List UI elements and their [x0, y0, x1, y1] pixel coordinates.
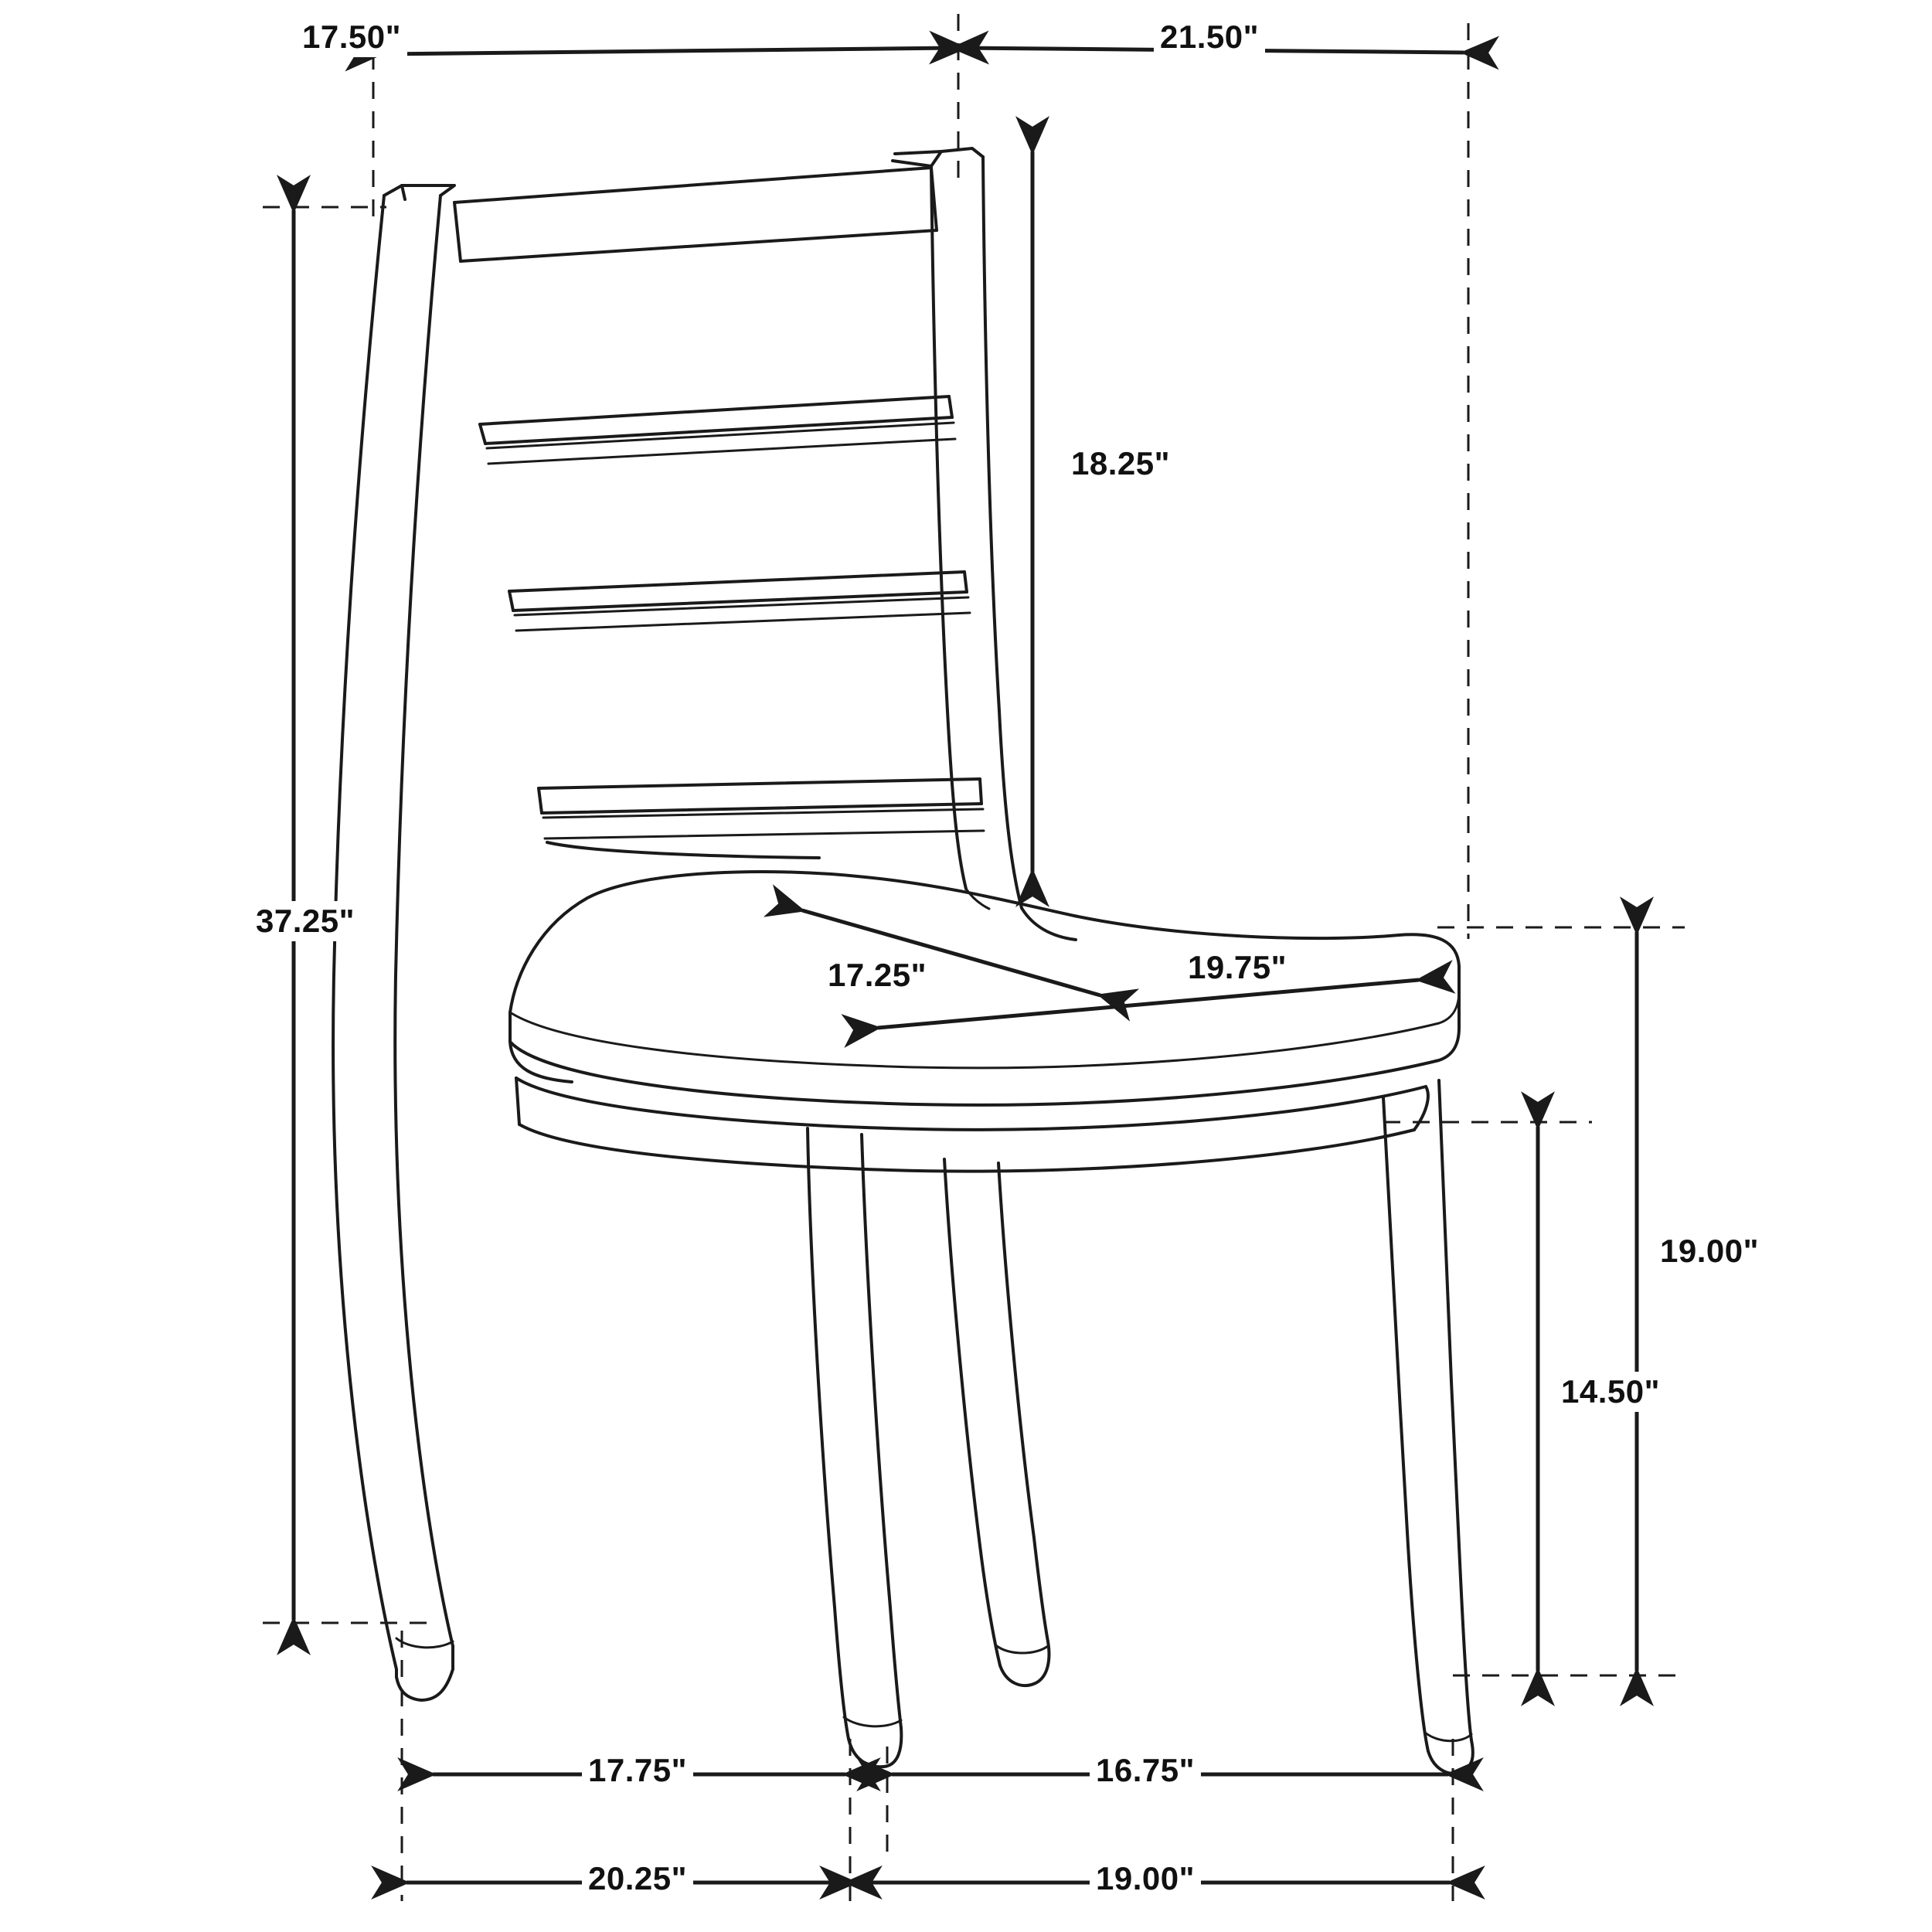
dimension-label-seat-depth: 17.25" [821, 955, 933, 995]
dimension-label-seat-height-back: 19.00" [1654, 1231, 1765, 1271]
dimension-label-leg-span-left: 17.75" [582, 1750, 693, 1791]
dimension-label-top-left-width: 17.50" [296, 17, 407, 57]
dimension-label-seat-width: 19.75" [1182, 947, 1293, 988]
dimension-label-overall-height: 37.25" [250, 901, 361, 941]
dimension-label-base-span-right: 19.00" [1090, 1859, 1201, 1899]
dimension-label-base-span-left: 20.25" [582, 1859, 693, 1899]
dimension-label-seat-height-front: 14.50" [1555, 1372, 1666, 1412]
dimension-label-back-height: 18.25" [1065, 444, 1176, 484]
dimension-label-leg-span-right: 16.75" [1090, 1750, 1201, 1791]
dimension-label-top-right-width: 21.50" [1154, 17, 1265, 57]
